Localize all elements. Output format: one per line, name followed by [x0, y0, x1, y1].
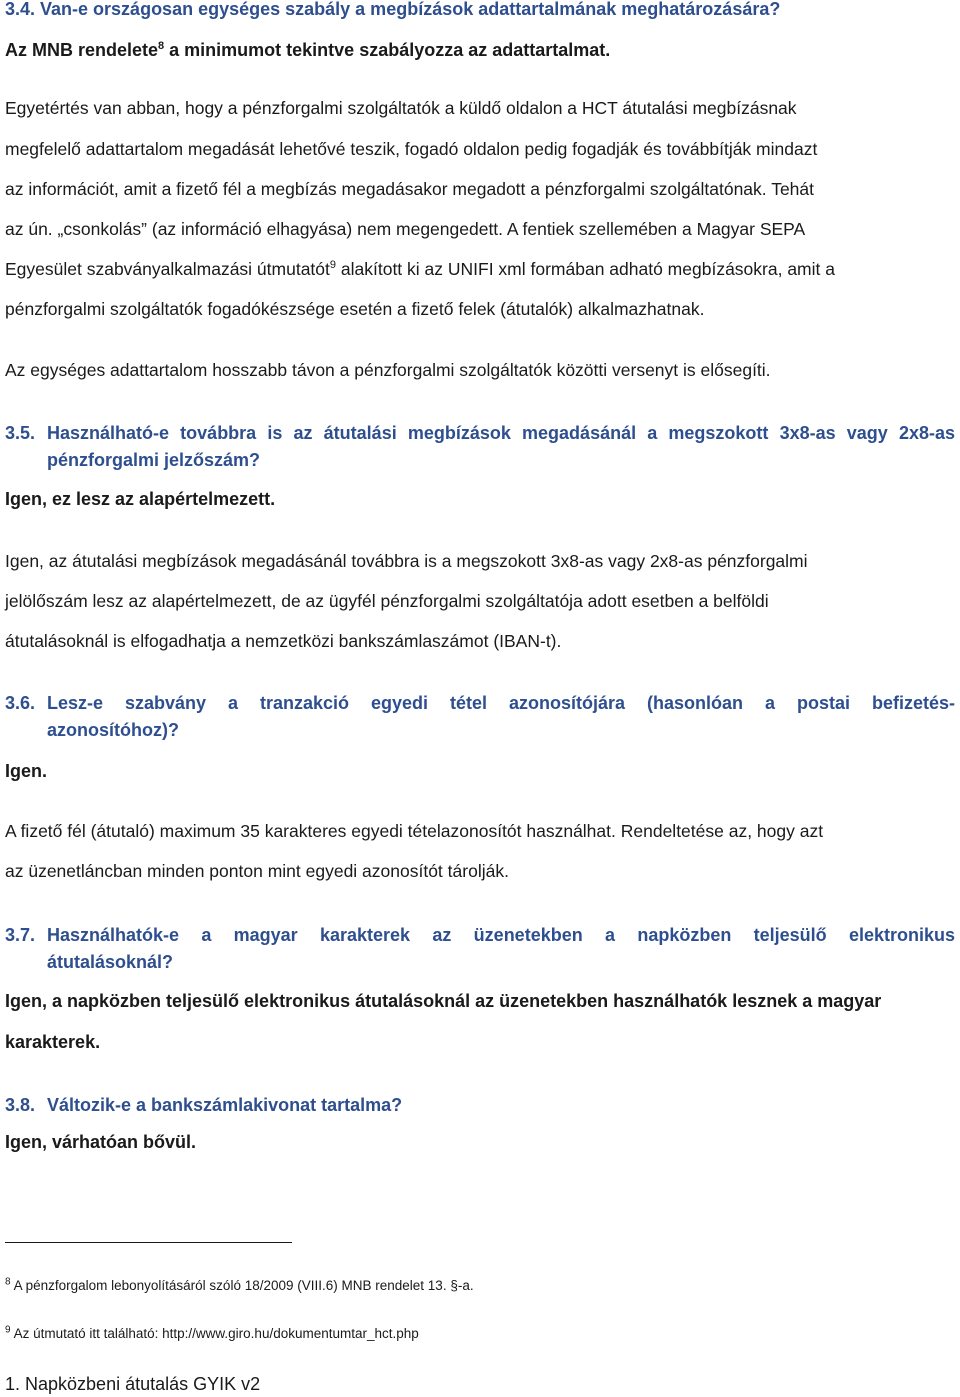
question-text: Használhatók-e a magyar karakterek az üzenetekben a napközben teljesülő elektronikus	[47, 925, 955, 945]
paragraph: Az egységes adattartalom hosszabb távon a pénzforgalmi szolgáltatók közötti versenyt is elősegíti.	[5, 360, 771, 380]
paragraph-line: Igen, az átutalási megbízások megadásánál továbbra is a megszokott 3x8-as vagy 2x8-as pénzforgalmi	[5, 551, 808, 571]
paragraph-line: az információt, amit a fizető fél a megbízás megadásakor megadott a pénzforgalmi szolgáltatónak. Tehát	[5, 179, 814, 199]
paragraph-text-rest: alakított ki az UNIFI xml formában adható megbízásokra, amit a	[336, 259, 835, 279]
paragraph-line	[5, 259, 955, 279]
footnote-text: Az útmutató itt található: http://www.giro.hu/dokumentumtar_hct.php	[10, 1326, 419, 1341]
question-text: Változik-e a bankszámlakivonat tartalma?	[47, 1095, 403, 1115]
footnote-marker: 8	[5, 1276, 11, 1288]
section-number: 3.5.	[5, 423, 36, 443]
footnote-ref-8: 8	[158, 40, 165, 52]
paragraph-line: átutalásoknál is elfogadhatja a nemzetközi bankszámlaszámot (IBAN-t).	[5, 631, 562, 651]
footnote-separator	[5, 1242, 292, 1243]
section-3-6-question	[5, 690, 955, 744]
section-3-8-question	[5, 1092, 955, 1119]
question-line-2: azonosítóhoz)?	[47, 720, 179, 740]
question-line-2: pénzforgalmi jelzőszám?	[47, 450, 261, 470]
section-number: 3.8.	[5, 1095, 36, 1115]
footnote-marker: 9	[5, 1324, 11, 1336]
section-3-5-question	[5, 420, 955, 474]
footnote-ref-9: 9	[329, 259, 337, 272]
section-number: 3.7.	[5, 925, 36, 945]
question-line	[5, 922, 955, 949]
paragraph-line: Egyetértés van abban, hogy a pénzforgalmi szolgáltatók a küldő oldalon a HCT átutalási megbízásnak	[5, 98, 797, 118]
section-3-7-answer-line-2: karakterek.	[5, 1032, 101, 1052]
footnote-8	[5, 1278, 474, 1293]
footnote-text: A pénzforgalom lebonyolításáról szóló 18/2009 (VIII.6) MNB rendelet 13. §-a.	[10, 1278, 474, 1293]
page-footer: 1. Napközbeni átutalás GYIK v2	[5, 1374, 261, 1394]
section-3-8-answer: Igen, várhatóan bővül.	[5, 1132, 197, 1152]
paragraph-line: az ún. „csonkolás” (az információ elhagyása) nem megengedett. A fentiek szellemében a Magyar SEPA	[5, 219, 806, 239]
section-3-6-answer: Igen.	[5, 761, 48, 781]
subheading-text: Az MNB rendelete	[5, 40, 159, 60]
paragraph-text: Egyesület szabványalkalmazási útmutatót	[5, 259, 330, 279]
paragraph-line: jelölőszám lesz az alapértelmezett, de az ügyfél pénzforgalmi szolgáltatója adott esetben a belföldi	[5, 591, 769, 611]
subheading-text-rest: a minimumot tekintve szabályozza az adattartalmat.	[164, 40, 611, 60]
question-line	[5, 420, 955, 447]
paragraph-line: megfelelő adattartalom megadását lehetővé teszik, fogadó oldalon pedig fogadják és továbbítják mindazt	[5, 139, 818, 159]
section-3-7-question	[5, 922, 955, 976]
section-3-4-heading: 3.4. Van-e országosan egységes szabály a megbízások adattartalmának meghatározására?	[5, 0, 781, 19]
section-3-5-answer: Igen, ez lesz az alapértelmezett.	[5, 489, 276, 509]
question-line-2: átutalásoknál?	[47, 952, 174, 972]
paragraph-line: az üzenetláncban minden ponton mint egyedi azonosítót tárolják.	[5, 861, 509, 881]
section-number: 3.6.	[5, 693, 36, 713]
section-3-7-answer: Igen, a napközben teljesülő elektronikus átutalásoknál az üzenetekben használhatók lesznek a magyar	[5, 991, 882, 1011]
question-text: Lesz-e szabvány a tranzakció egyedi tétel azonosítójára (hasonlóan a postai befizetés-	[47, 693, 955, 713]
question-line	[5, 690, 955, 717]
paragraph-line: pénzforgalmi szolgáltatók fogadókészsége esetén a fizető felek (átutalók) alkalmazhatnak.	[5, 299, 705, 319]
footnote-9	[5, 1326, 419, 1341]
section-3-4-subheading	[5, 37, 955, 64]
paragraph-line: A fizető fél (átutaló) maximum 35 karakteres egyedi tételazonosítót használhat. Rendeltetése az, hogy azt	[5, 821, 824, 841]
question-text: Használható-e továbbra is az átutalási megbízások megadásánál a megszokott 3x8-as vagy 2x8-as	[47, 423, 955, 443]
